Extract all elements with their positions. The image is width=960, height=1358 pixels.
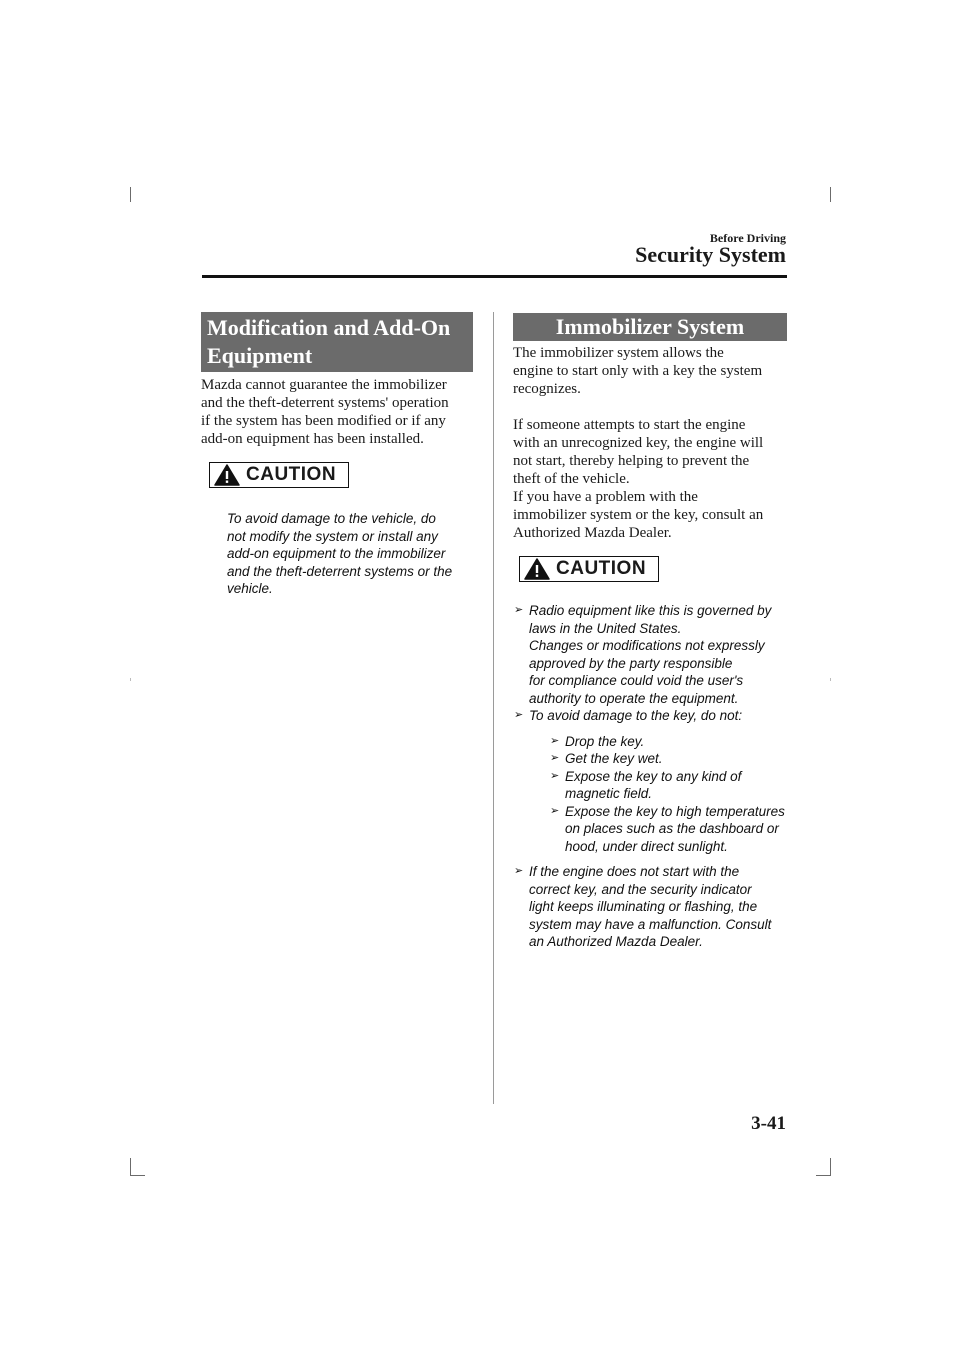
list-item: [513, 863, 787, 951]
text-line: vehicle.: [227, 581, 273, 596]
text-line: Authorized Mazda Dealer.: [513, 525, 672, 541]
text-line: If you have a problem with the: [513, 489, 698, 505]
crop-mark: [830, 187, 831, 202]
text-line: Get the key wet.: [565, 751, 663, 766]
text-line: laws in the United States.: [529, 620, 682, 636]
paragraph-gap: [513, 398, 787, 416]
text-line: Mazda cannot guarantee the immobilizer: [201, 377, 447, 393]
text-line: Changes or modifications not expressly: [529, 638, 765, 653]
text-line: and the theft-deterrent systems or the: [227, 563, 453, 579]
text-line: with an unrecognized key, the engine will: [513, 435, 764, 451]
right-column: [513, 313, 787, 951]
text-line: immobilizer system or the key, consult an: [513, 507, 764, 523]
text-line: an Authorized Mazda Dealer.: [529, 934, 703, 949]
text-line: approved by the party responsible: [529, 655, 733, 671]
text-line: To avoid damage to the key, do not:: [529, 708, 743, 723]
text-line: Expose the key to any kind of: [565, 768, 742, 784]
crop-mark: [130, 1158, 131, 1176]
page-number: 3-41: [751, 1113, 786, 1134]
crop-mark: [830, 678, 831, 681]
text-line: add-on equipment to the immobilizer: [227, 546, 446, 561]
list-item: [513, 602, 787, 707]
caution-label: CAUTION: [556, 558, 647, 579]
text-line: Drop the key.: [565, 733, 645, 749]
left-column: [201, 312, 473, 598]
caution-label-box: [519, 556, 659, 582]
text-line: correct key, and the security indicator: [529, 881, 752, 897]
sub-list-item: [549, 768, 787, 803]
text-line: for compliance could void the user's: [529, 673, 744, 688]
caution-list: [513, 602, 787, 951]
text-line: and the theft-deterrent systems' operation: [201, 395, 449, 411]
warning-icon: [214, 463, 240, 487]
text-line: If someone attempts to start the engine: [513, 417, 746, 433]
list-item: [513, 707, 787, 855]
sub-list: [529, 733, 787, 856]
text-line: theft of the vehicle.: [513, 471, 630, 487]
sub-list-item: [549, 750, 787, 768]
header-rule: [202, 275, 787, 278]
text-line: engine to start only with a key the system: [513, 363, 763, 379]
text-line: hood, under direct sunlight.: [565, 838, 728, 854]
crop-mark: [130, 678, 131, 681]
arrow-bullet-icon: ➢: [550, 769, 560, 782]
column-divider: [493, 312, 494, 1104]
body-paragraph: [201, 376, 473, 448]
section-heading-immobilizer: Immobilizer System: [513, 313, 787, 341]
arrow-bullet-icon: ➢: [514, 604, 524, 616]
arrow-bullet-icon: ➢: [550, 734, 560, 747]
sub-list-item: [549, 733, 787, 751]
text-line: magnetic field.: [565, 786, 653, 801]
header-title: Security System: [635, 242, 786, 267]
body-paragraph: [513, 416, 787, 542]
crop-mark: [816, 1175, 831, 1176]
body-paragraph: [513, 344, 787, 398]
text-line: If the engine does not start with the: [529, 864, 740, 879]
text-line: The immobilizer system allows the: [513, 345, 724, 361]
text-line: To avoid damage to the vehicle, do: [227, 511, 436, 526]
crop-mark: [830, 1158, 831, 1176]
arrow-bullet-icon: ➢: [514, 865, 524, 877]
text-line: recognizes.: [513, 381, 581, 397]
sub-list-item: [549, 803, 787, 856]
text-line: Radio equipment like this is governed by: [529, 603, 772, 618]
text-line: add-on equipment has been installed.: [201, 431, 424, 447]
text-line: Expose the key to high temperatures: [565, 803, 785, 819]
text-line: not start, thereby helping to prevent the: [513, 453, 750, 469]
warning-icon: [524, 557, 550, 581]
heading-line: Equipment: [207, 343, 313, 368]
caution-block: [209, 462, 473, 492]
arrow-bullet-icon: ➢: [514, 709, 524, 721]
caution-label-box: [209, 462, 349, 488]
text-line: system may have a malfunction. Consult: [529, 916, 772, 932]
arrow-bullet-icon: ➢: [550, 752, 560, 764]
crop-mark: [130, 1175, 145, 1176]
arrow-bullet-icon: ➢: [550, 804, 560, 817]
caution-block: [519, 556, 787, 586]
text-line: authority to operate the equipment.: [529, 690, 739, 706]
text-line: light keeps illuminating or flashing, the: [529, 899, 758, 914]
text-line: on places such as the dashboard or: [565, 821, 779, 836]
crop-mark: [130, 187, 131, 202]
header-category: Before Driving: [709, 231, 786, 245]
text-line: not modify the system or install any: [227, 528, 438, 544]
caution-label: CAUTION: [246, 464, 337, 485]
text-line: if the system has been modified or if any: [201, 413, 446, 429]
heading-line: Modification and Add-On: [207, 315, 451, 340]
caution-text: [227, 510, 475, 598]
section-heading-modification: [201, 312, 473, 372]
